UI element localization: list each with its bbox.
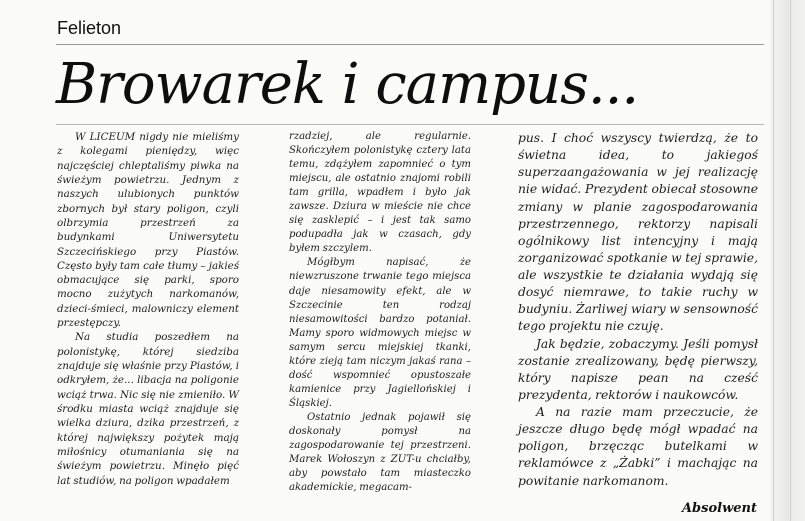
top-rule	[56, 44, 764, 45]
edge-line	[790, 0, 791, 521]
author-signature: Absolwent	[681, 501, 757, 516]
paragraph: Jak będzie, zobaczymy. Jeśli pomysł zostanie zrealizowany, będę pierwszy, który napisze pean na cześć prezydenta, rektorów i naukowców.	[518, 336, 758, 402]
paragraph: Na studia poszedłem na polonistykę, której siedziba znajduje się właśnie przy Piastów, i odkryłem, że... libacja na poligonie wciąż trwa. Nic się nie zmieniło. W środku miasta wciąż znajduje się wielka dziura, dzika przestrzeń, z której największy pożytek mają miłośnicy otumaniania się na świeżym powietrzu. Minęło pięć lat studiów, na poligon wpadałem	[57, 331, 239, 487]
edge-line	[773, 0, 774, 521]
article-column-2	[289, 130, 471, 495]
paragraph: A na razie mam przeczucie, że jeszcze długo będę mógł wpadać na poligon, brzęcząc butelkami w reklamówce z „Żabki” i machając na powitanie narkomanom.	[518, 405, 758, 488]
headline: Browarek i campus...	[56, 52, 639, 117]
adjacent-page-edge	[770, 0, 805, 521]
paragraph: pus. I choć wszyscy twierdzą, że to świetna idea, to jakiegoś superzaangażowania w jej realizację nie widać. Prezydent obiecał stosowne zmiany w planie zagospodarowania przestrzennego, rektorzy napisali ogólnikowy list intencyjny i mają zorganizować spotkanie w tej sprawie, ale wszystkie te działania wydają się dosyć niemrawe, to takie ruchy w budyniu. Żarliwej wiary w sensowność tego projektu nie czuję.	[518, 131, 758, 334]
paragraph: Mógłbym napisać, że niewzruszone trwanie tego miejsca daje niesamowity efekt, ale w Szczecinie ten rodzaj niesamowitości bardzo potaniał. Mamy sporo widmowych miejsc w samym sercu miejskiej tkanki, które zieją tam niczym jakaś rana – dość wspomnieć opustoszałe kamienice przy Jagiellońskiej i Śląskiej.	[289, 257, 471, 409]
paragraph: rzadziej, ale regularnie. Skończyłem polonistykę cztery lata temu, zdążyłem zapomnieć o tym miejscu, ale ostatnio znajomi robili tam grilla, wpadłem i było jak zawsze. Dziura w mieście nie chce się zasklepić – i jest tak samo podupadła jak w czasach, gdy byłem szczylem.	[289, 131, 471, 255]
article-column-3	[518, 130, 758, 490]
section-label: Felieton	[57, 18, 122, 38]
headline-rule	[56, 124, 764, 125]
article-column-1	[57, 130, 239, 488]
paragraph: Ostatnio jednak pojawił się doskonały pomysł na zagospodarowanie tej przestrzeni. Marek Wołoszyn z ZUT-u chciałby, aby powstało tam miasteczko akademickie, megacam-	[289, 411, 471, 494]
paragraph: W LICEUM nigdy nie mieliśmy z kolegami pieniędzy, więc najczęściej chleptaliśmy piwka na świeżym powietrzu. Jednym z naszych ulubionych punktów zbornych był stary poligon, czyli olbrzymia przestrzeń za budynkami Uniwersytetu Szczecińskiego przy Piastów. Często były tam całe tłumy – jakieś obmacujące się parki, sporo mocno zużytych narkomanów, dzieci-śmieci, malowniczy element przestępczy.	[57, 131, 239, 330]
